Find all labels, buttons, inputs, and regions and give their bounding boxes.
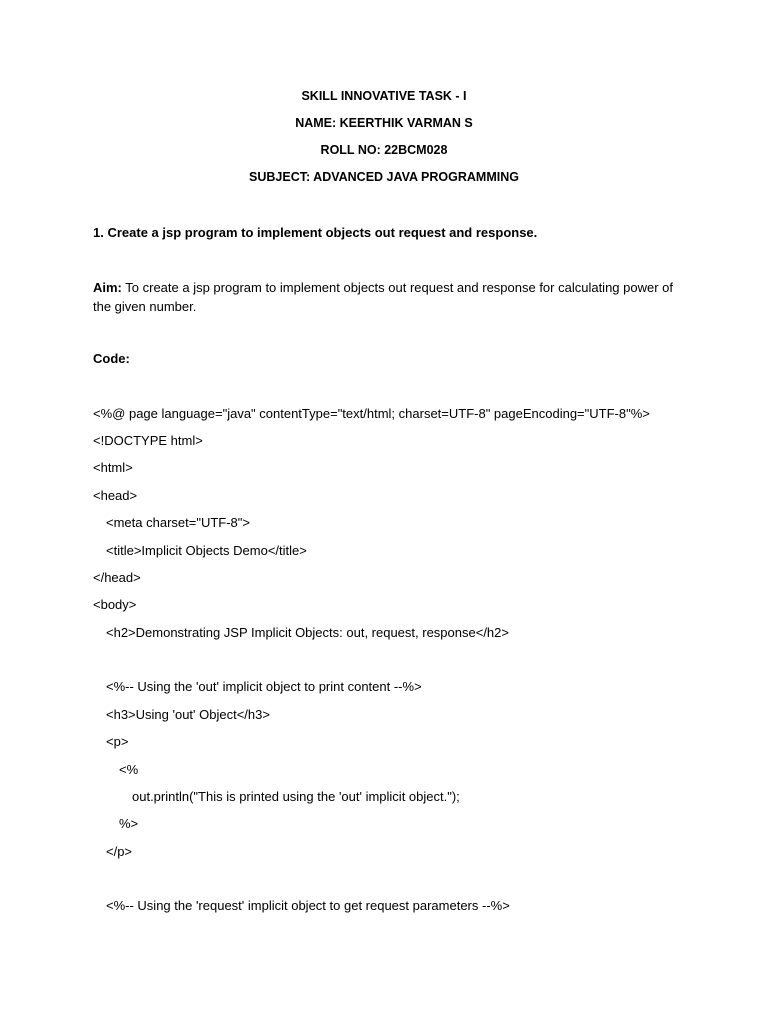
code-line: <%@ page language="java" contentType="text/html; charset=UTF-8" pageEncoding="UTF-8"%> bbox=[93, 406, 650, 421]
code-line: <!DOCTYPE html> bbox=[93, 433, 203, 448]
code-line: <meta charset="UTF-8"> bbox=[106, 515, 250, 530]
code-line: </p> bbox=[106, 844, 133, 859]
aim-paragraph bbox=[93, 278, 673, 316]
code-line: <body> bbox=[93, 597, 137, 612]
code-line: <head> bbox=[93, 488, 138, 503]
question-heading: 1. Create a jsp program to implement objects out request and response. bbox=[93, 225, 538, 240]
code-line: </head> bbox=[93, 570, 141, 585]
aim-label: Aim: bbox=[93, 280, 122, 295]
roll-number: ROLL NO: 22BCM028 bbox=[320, 143, 448, 157]
code-line: <h2>Demonstrating JSP Implicit Objects: out, request, response</h2> bbox=[106, 625, 509, 640]
subject-line: SUBJECT: ADVANCED JAVA PROGRAMMING bbox=[249, 170, 519, 184]
code-line: %> bbox=[119, 816, 139, 831]
code-line: <p> bbox=[106, 734, 129, 749]
code-line: out.println("This is printed using the 'out' implicit object."); bbox=[132, 789, 460, 804]
code-line: <% bbox=[119, 762, 139, 777]
code-line: <html> bbox=[93, 460, 133, 475]
task-title: SKILL INNOVATIVE TASK - I bbox=[301, 89, 467, 103]
code-line: <title>Implicit Objects Demo</title> bbox=[106, 543, 307, 558]
aim-text: To create a jsp program to implement objects out request and response for calculating power of the given number. bbox=[93, 280, 674, 314]
code-line: <h3>Using 'out' Object</h3> bbox=[106, 707, 270, 722]
code-line: <%-- Using the 'request' implicit object to get request parameters --%> bbox=[106, 898, 510, 913]
code-label: Code: bbox=[93, 351, 130, 366]
code-line: <%-- Using the 'out' implicit object to print content --%> bbox=[106, 679, 422, 694]
student-name: NAME: KEERTHIK VARMAN S bbox=[295, 116, 473, 130]
